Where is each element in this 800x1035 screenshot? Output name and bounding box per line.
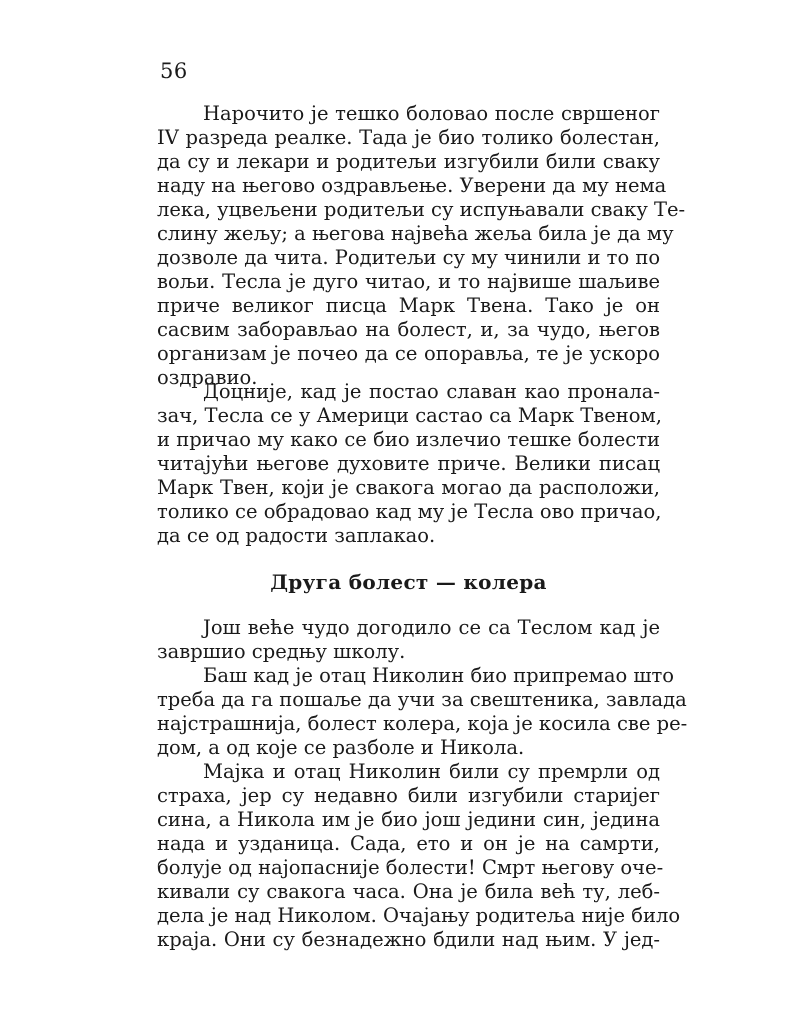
text-line: сина, а Никола им је био још једини син, једина: [157, 808, 660, 831]
page-number: 56: [160, 59, 188, 83]
text-line: краја. Они су безнадежно бдили над њим. У јед-: [157, 928, 660, 951]
text-line: најстрашнија, болест колера, која је косила све ре-: [157, 712, 688, 735]
paragraph-2: [157, 380, 660, 548]
text-line: Баш кад је отац Николин био припремао што: [203, 664, 675, 687]
text-line: и причао му како се био излечио тешке болести: [157, 428, 660, 451]
text-line: Још веће чудо догодило се са Теслом кад је: [203, 616, 660, 639]
text-line: организам је почео да се опоравља, те је ускоро: [157, 342, 660, 365]
paragraph-4: [157, 664, 688, 760]
text-line: оздравио.: [157, 366, 258, 389]
text-line: треба да га пошаље да учи за свештеника, завлада: [157, 688, 687, 711]
text-line: приче великог писца Марк Твена. Тако је он: [157, 294, 660, 317]
text-line: да се од радости заплакао.: [157, 524, 436, 547]
text-line: дом, а од које се разболе и Никола.: [157, 736, 525, 759]
text-line: вољи. Тесла је дуго читао, и то највише шаљиве: [157, 270, 660, 293]
text-line: да су и лекари и родитељи изгубили били сваку: [157, 150, 660, 173]
text-line: Нарочито је тешко боловао после свршеног: [203, 102, 660, 125]
text-line: Марк Твен, који је свакога могао да расположи,: [157, 476, 660, 499]
text-line: наду на његово оздрављење. Уверени да му нема: [157, 174, 667, 197]
text-line: болује од најопасније болести! Смрт његову оче-: [157, 856, 664, 879]
paragraph-3: [157, 616, 660, 664]
text-line: слину жељу; а његова највећа жеља била је да му: [157, 222, 674, 245]
paragraph-5: [157, 760, 681, 952]
text-line: читајући његове духовите приче. Велики писац: [157, 452, 660, 475]
section-heading: Друга болест — колера: [270, 570, 547, 594]
text-line: Мајка и отац Николин били су премрли од: [203, 760, 660, 783]
text-line: лека, уцвељени родитељи су испуњавали сваку Те-: [157, 198, 686, 221]
text-line: толико се обрадовао кад му је Тесла ово причао,: [157, 500, 662, 523]
text-line: сасвим заборављао на болест, и, за чудо, његов: [157, 318, 660, 341]
text-line: кивали су свакога часа. Она је била већ ту, леб-: [157, 880, 660, 903]
text-line: завршио средњу школу.: [157, 640, 406, 663]
paragraph-1: [157, 102, 686, 390]
text-line: дела је над Николом. Очајању родитеља није било: [157, 904, 681, 927]
text-line: страха, јер су недавно били изгубили старијег: [157, 784, 660, 807]
text-line: дозволе да чита. Родитељи су му чинили и то по: [157, 246, 661, 269]
text-line: Доцније, кад је постао славан као пронала-: [203, 380, 660, 403]
text-line: зач, Тесла се у Америци састао са Марк Твеном,: [157, 404, 662, 427]
text-line: IV разреда реалке. Тада је био толико болестан,: [157, 126, 660, 149]
text-line: нада и узданица. Сада, ето и он је на самрти,: [157, 832, 660, 855]
